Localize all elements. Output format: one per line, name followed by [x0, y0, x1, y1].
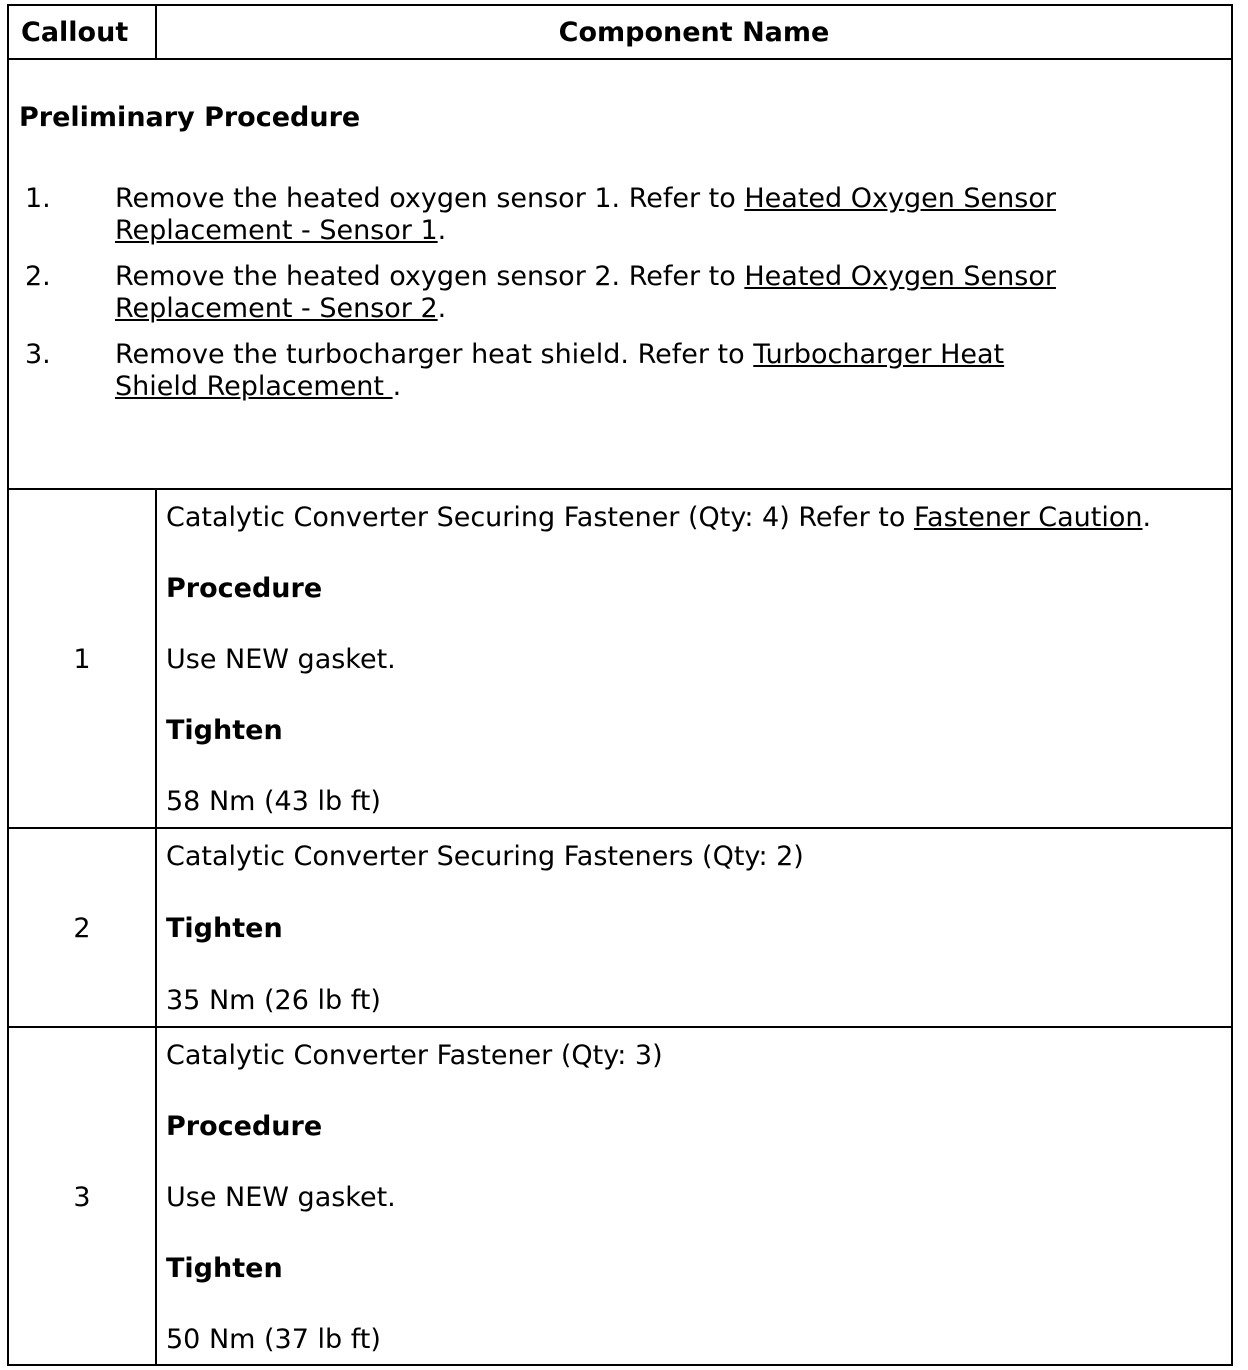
step-link-cont[interactable]: Shield Replacement	[115, 371, 393, 402]
callout-header: Callout	[21, 17, 129, 48]
component-name-header: Component Name	[558, 17, 830, 48]
row3-procedure-text: Use NEW gasket.	[166, 1182, 396, 1213]
row3-procedure-label: Procedure	[166, 1111, 323, 1142]
row3-tighten-label: Tighten	[166, 1253, 283, 1284]
row2-tighten-label: Tighten	[166, 913, 283, 944]
step-text: Remove the heated oxygen sensor 2. Refer to	[115, 261, 745, 292]
component-table	[7, 4, 1233, 1366]
step-number: 1.	[25, 183, 51, 214]
row1-procedure-text: Use NEW gasket.	[166, 644, 396, 675]
step-text: Remove the turbocharger heat shield. Refer to	[115, 339, 754, 370]
step-text: Remove the heated oxygen sensor 1. Refer to	[115, 183, 745, 214]
row2-component-name: Catalytic Converter Securing Fasteners (Qty: 2)	[166, 841, 804, 872]
row1-torque: 58 Nm (43 lb ft)	[166, 786, 381, 817]
row3-component-name: Catalytic Converter Fastener (Qty: 3)	[166, 1040, 663, 1071]
step-link-cont[interactable]: Replacement - Sensor 2	[115, 293, 438, 324]
row1-procedure-label: Procedure	[166, 573, 323, 604]
step-suffix: .	[392, 371, 402, 402]
prelim-bottom-rule	[9, 488, 1231, 490]
row3-torque: 50 Nm (37 lb ft)	[166, 1324, 381, 1355]
step-link[interactable]: Heated Oxygen Sensor	[744, 183, 1056, 214]
step-suffix: .	[437, 215, 447, 246]
row1-component-name	[166, 502, 1151, 534]
row1-tighten-label: Tighten	[166, 715, 283, 746]
column-divider	[155, 490, 157, 1364]
row2-torque: 35 Nm (26 lb ft)	[166, 985, 381, 1016]
step-link-cont[interactable]: Replacement - Sensor 1	[115, 215, 438, 246]
step-number: 3.	[25, 339, 51, 370]
step-link[interactable]: Heated Oxygen Sensor	[744, 261, 1056, 292]
step-suffix: .	[437, 293, 447, 324]
row1-name-text: Catalytic Converter Securing Fastener (Qty: 4) Refer to	[166, 502, 914, 533]
preliminary-procedure-title: Preliminary Procedure	[19, 102, 361, 133]
fastener-caution-link[interactable]: Fastener Caution	[914, 502, 1143, 533]
row2-bottom-rule	[9, 1026, 1231, 1028]
row3-callout: 3	[73, 1182, 91, 1213]
step-link[interactable]: Turbocharger Heat	[753, 339, 1005, 370]
row1-bottom-rule	[9, 827, 1231, 829]
step-number: 2.	[25, 261, 51, 292]
row1-name-suffix: .	[1142, 502, 1152, 533]
row2-callout: 2	[73, 913, 91, 944]
row1-callout: 1	[73, 644, 91, 675]
